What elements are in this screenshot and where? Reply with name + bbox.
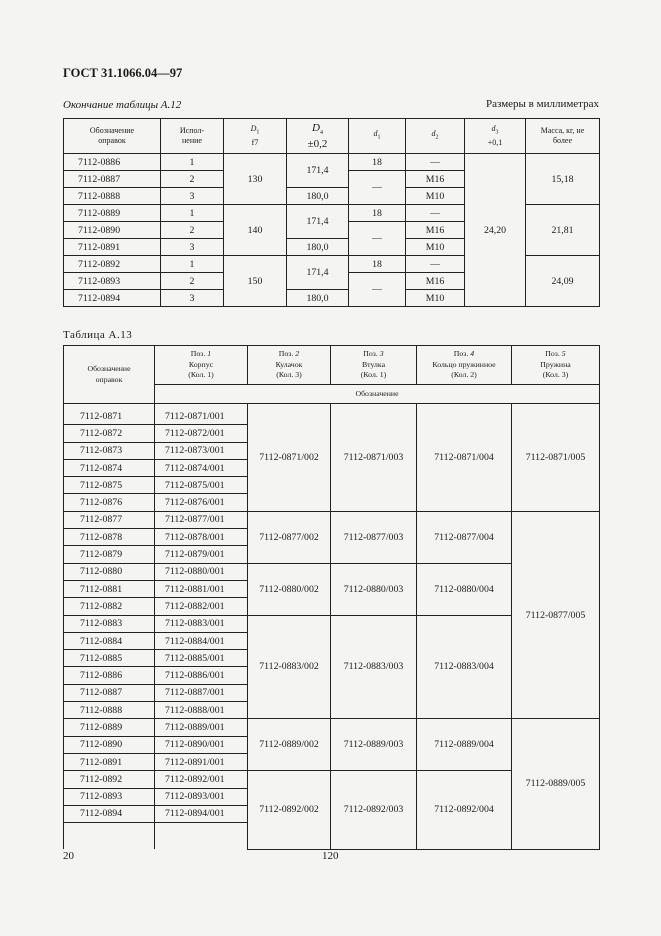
cell-pos4: 7112-0880/004	[417, 563, 512, 615]
cell-code: 7112-0892	[64, 256, 161, 273]
cell-code: 7112-0887	[64, 171, 161, 188]
col-pos3: Поз. 3 Втулка (Кол. 1)	[331, 346, 417, 385]
document-title: ГОСТ 31.1066.04—97	[63, 66, 183, 80]
cell-version: 1	[161, 256, 224, 273]
cell-code: 7112-0879	[64, 546, 155, 563]
cell-pos1: 7112-0877/001	[155, 511, 248, 528]
spacer	[155, 823, 248, 850]
cell-pos1: 7112-0876/001	[155, 494, 248, 511]
cell-d2: М16	[406, 222, 465, 239]
cell-pos4: 7112-0889/004	[417, 719, 512, 771]
cell-d2: —	[406, 205, 465, 222]
cell-version: 1	[161, 154, 224, 171]
table-row	[64, 719, 600, 736]
cell-pos4: 7112-0892/004	[417, 771, 512, 849]
col-mass: Масса, кг, не более	[526, 119, 600, 154]
col-designation-sub: Обозначение	[155, 385, 600, 404]
cell-pos1: 7112-0888/001	[155, 702, 248, 719]
cell-d1: 18	[349, 154, 406, 171]
cell-pos1: 7112-0892/001	[155, 771, 248, 788]
cell-code: 7112-0871	[64, 408, 155, 425]
cell-pos1: 7112-0880/001	[155, 563, 248, 580]
cell-d3: 24,20	[465, 154, 526, 307]
cell-code: 7112-0894	[64, 290, 161, 307]
cell-pos1: 7112-0872/001	[155, 425, 248, 442]
cell-pos1: 7112-0881/001	[155, 580, 248, 597]
cell-version: 2	[161, 273, 224, 290]
cell-version: 2	[161, 222, 224, 239]
col-d1: $d_1$	[349, 119, 406, 154]
cell-pos1: 7112-0893/001	[155, 788, 248, 805]
col-pos5: Поз. 5 Пружина (Кол. 3)	[512, 346, 600, 385]
cell-pos3: 7112-0892/003	[331, 771, 417, 849]
cell-code: 7112-0893	[64, 273, 161, 290]
cell-code: 7112-0884	[64, 632, 155, 649]
units-note: Размеры в миллиметрах	[486, 98, 599, 110]
cell-pos1: 7112-0878/001	[155, 529, 248, 546]
cell-code: 7112-0874	[64, 459, 155, 476]
col-version: Испол- нение	[161, 119, 224, 154]
col-d2: $d_2$	[406, 119, 465, 154]
table-a13-caption: Таблица А.13	[63, 329, 133, 341]
cell-pos3: 7112-0877/003	[331, 511, 417, 563]
cell-version: 3	[161, 290, 224, 307]
cell-code: 7112-0883	[64, 615, 155, 632]
cell-pos2: 7112-0889/002	[248, 719, 331, 771]
cell-code: 7112-0894	[64, 805, 155, 822]
cell-D4: 180,0	[287, 188, 349, 205]
col-pos1: Поз. 1 Корпус (Кол. 1)	[155, 346, 248, 385]
cell-d2: М10	[406, 239, 465, 256]
cell-code: 7112-0872	[64, 425, 155, 442]
page-number-left: 20	[63, 850, 74, 862]
table-a13	[63, 345, 600, 850]
cell-d1: —	[349, 222, 406, 256]
table-row	[64, 154, 600, 171]
table-row	[64, 511, 600, 528]
table-a13-header	[64, 346, 600, 385]
cell-d1: 18	[349, 256, 406, 273]
cell-d1: 18	[349, 205, 406, 222]
cell-D1: 130	[224, 154, 287, 205]
table-a12-header	[64, 119, 600, 154]
cell-code: 7112-0890	[64, 736, 155, 753]
cell-code: 7112-0873	[64, 442, 155, 459]
cell-pos2: 7112-0883/002	[248, 615, 331, 719]
col-designation: Обозначение оправок	[64, 119, 161, 154]
cell-pos2: 7112-0877/002	[248, 511, 331, 563]
cell-d1: —	[349, 273, 406, 307]
cell-code: 7112-0888	[64, 188, 161, 205]
col-pos2: Поз. 2 Кулачок (Кол. 3)	[248, 346, 331, 385]
cell-code: 7112-0876	[64, 494, 155, 511]
cell-D4: 180,0	[287, 239, 349, 256]
cell-version: 3	[161, 239, 224, 256]
cell-code: 7112-0891	[64, 753, 155, 770]
cell-D4: 180,0	[287, 290, 349, 307]
cell-d2: М10	[406, 188, 465, 205]
cell-pos3: 7112-0883/003	[331, 615, 417, 719]
cell-pos1: 7112-0883/001	[155, 615, 248, 632]
cell-version: 3	[161, 188, 224, 205]
col-D4: $D_4$ ±0,2	[287, 119, 349, 154]
cell-D1: 140	[224, 205, 287, 256]
cell-pos1: 7112-0891/001	[155, 753, 248, 770]
cell-pos2: 7112-0892/002	[248, 771, 331, 849]
cell-pos4: 7112-0883/004	[417, 615, 512, 719]
cell-pos1: 7112-0886/001	[155, 667, 248, 684]
cell-code: 7112-0891	[64, 239, 161, 256]
cell-pos1: 7112-0885/001	[155, 650, 248, 667]
cell-pos5: 7112-0877/005	[512, 511, 600, 719]
cell-d2: —	[406, 154, 465, 171]
cell-d2: М16	[406, 273, 465, 290]
cell-code: 7112-0886	[64, 667, 155, 684]
cell-d2: —	[406, 256, 465, 273]
spacer	[64, 823, 155, 850]
cell-pos1: 7112-0889/001	[155, 719, 248, 736]
cell-version: 2	[161, 171, 224, 188]
col-D1: $D_1$ f7	[224, 119, 287, 154]
cell-pos1: 7112-0871/001	[155, 408, 248, 425]
cell-d2: М10	[406, 290, 465, 307]
cell-pos1: 7112-0874/001	[155, 459, 248, 476]
cell-version: 1	[161, 205, 224, 222]
cell-d1: —	[349, 171, 406, 205]
cell-code: 7112-0888	[64, 702, 155, 719]
cell-D4: 171,4	[287, 205, 349, 239]
cell-code: 7112-0885	[64, 650, 155, 667]
cell-pos1: 7112-0882/001	[155, 598, 248, 615]
cell-code: 7112-0877	[64, 511, 155, 528]
table-a12	[63, 118, 600, 307]
cell-pos1: 7112-0875/001	[155, 477, 248, 494]
cell-pos3: 7112-0880/003	[331, 563, 417, 615]
cell-pos5: 7112-0889/005	[512, 719, 600, 849]
cell-pos1: 7112-0873/001	[155, 442, 248, 459]
col-pos4: Поз. 4 Кольцо пружинное (Кол. 2)	[417, 346, 512, 385]
cell-pos1: 7112-0884/001	[155, 632, 248, 649]
page-number-center: 120	[322, 850, 339, 862]
cell-pos1: 7112-0890/001	[155, 736, 248, 753]
cell-code: 7112-0892	[64, 771, 155, 788]
cell-pos2: 7112-0880/002	[248, 563, 331, 615]
cell-pos3: 7112-0871/003	[331, 404, 417, 512]
cell-code: 7112-0889	[64, 205, 161, 222]
cell-pos3: 7112-0889/003	[331, 719, 417, 771]
table-a12-caption: Окончание таблицы А.12	[63, 99, 182, 111]
cell-pos1: 7112-0887/001	[155, 684, 248, 701]
cell-code: 7112-0881	[64, 580, 155, 597]
col-designation: Обозначение оправок	[64, 346, 155, 404]
cell-code: 7112-0890	[64, 222, 161, 239]
cell-code: 7112-0878	[64, 529, 155, 546]
cell-D4: 171,4	[287, 256, 349, 290]
cell-code: 7112-0887	[64, 684, 155, 701]
cell-mass: 15,18	[526, 154, 600, 205]
cell-mass: 24,09	[526, 256, 600, 307]
cell-code: 7112-0893	[64, 788, 155, 805]
cell-pos2: 7112-0871/002	[248, 404, 331, 512]
cell-pos1: 7112-0894/001	[155, 805, 248, 822]
cell-D1: 150	[224, 256, 287, 307]
cell-code: 7112-0880	[64, 563, 155, 580]
cell-D4: 171,4	[287, 154, 349, 188]
cell-pos4: 7112-0877/004	[417, 511, 512, 563]
cell-code: 7112-0886	[64, 154, 161, 171]
cell-d2: М16	[406, 171, 465, 188]
cell-code: 7112-0882	[64, 598, 155, 615]
cell-pos1: 7112-0879/001	[155, 546, 248, 563]
cell-pos4: 7112-0871/004	[417, 404, 512, 512]
cell-code: 7112-0889	[64, 719, 155, 736]
col-d3: $d_3$ +0,1	[465, 119, 526, 154]
cell-code: 7112-0875	[64, 477, 155, 494]
cell-mass: 21,81	[526, 205, 600, 256]
cell-pos5: 7112-0871/005	[512, 404, 600, 512]
